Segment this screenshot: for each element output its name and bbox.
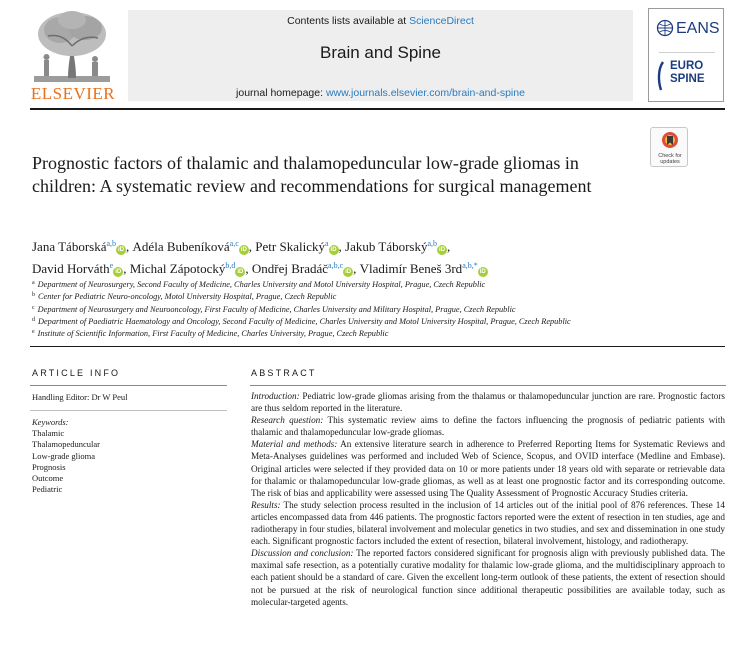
journal-homepage-link[interactable]: www.journals.elsevier.com/brain-and-spine <box>325 87 525 99</box>
abstract-section-text: This systematic review aims to define the factors influencing the prognosis of pediatric patients with thalamic and thalamopeduncular low-grade gliomas. <box>251 415 725 438</box>
author-name: Adéla Bubeníková <box>132 239 230 254</box>
abstract-section <box>251 499 725 547</box>
journal-title[interactable]: Brain and Spine <box>320 43 441 62</box>
orcid-icon[interactable]: iD <box>439 247 446 253</box>
keyword-item[interactable]: Low-grade glioma <box>32 450 96 461</box>
abstract-section-label: Material and methods: <box>251 439 338 450</box>
affiliation-text: Department of Neurosurgery and Neurooncology, First Faculty of Medicine, Charles University and Military Hospital, Prague, Czech Republic <box>37 304 516 314</box>
society-divider <box>659 52 715 53</box>
author-affiliation-marks: a <box>324 239 329 248</box>
eurospine-spine-icon <box>654 61 668 91</box>
abstract-section <box>251 414 725 438</box>
author-affiliation-marks: a,b,c <box>328 261 344 270</box>
abstract-section-label: Discussion and conclusion: <box>251 548 354 559</box>
article-title: Prognostic factors of thalamic and thalamopeduncular low-grade gliomas in children: A systematic review and recommendations for surgical management <box>32 153 592 196</box>
abstract-section-label: Research question: <box>251 415 324 426</box>
affiliation-key: a <box>32 280 35 286</box>
author-item[interactable]: Michal Zápotocký$^{b,d}$iD , <box>129 261 252 276</box>
abstract-body <box>251 390 725 608</box>
affiliation-key: c <box>32 304 35 311</box>
eurospine-logo-text <box>670 60 705 86</box>
author-item[interactable]: Jakub Táborský$^{a,b}$iD , <box>345 239 451 254</box>
article-info-heading: ARTICLE INFO <box>32 368 121 378</box>
author-name: Jakub Táborský <box>345 239 428 254</box>
author-item[interactable]: Petr Skalický$^a$iD , <box>255 239 346 254</box>
article-info-rule <box>30 385 227 386</box>
affiliation-item <box>32 315 722 327</box>
abstract-section-label: Introduction: <box>251 391 300 401</box>
author-name: Michal Zápotocký <box>129 261 226 276</box>
eurospine-line-2: SPINE <box>670 73 705 85</box>
affiliation-item <box>32 327 722 339</box>
keyword-item[interactable]: Outcome <box>32 473 64 484</box>
keywords-rule <box>30 410 227 411</box>
eurospine-line-1: EURO <box>670 60 704 72</box>
abstract-section-text: An extensive literature search in adherence to Preferred Reporting Items for Systematic Reviews and Meta-Analyses guidelines was performed and included Web of Science, Scopus, and OVID interface (Medline and Embase). Original articles were selected if they provided data on 10 or more patients under 18 years old with separate or retrievable data for thalamic or thalamopeduncular low-grade gliomas, as well as at least one prognostic factor and its corresponding outcome. The risk of bias and applicability were assessed using The Quality Assessment of Prognostic Accuracy Studies criteria. <box>251 439 725 498</box>
affiliation-key: d <box>32 316 35 323</box>
orcid-icon[interactable]: iD <box>479 269 486 275</box>
keyword-item[interactable]: Prognosis <box>32 461 66 472</box>
author-name: Jana Táborská <box>32 239 107 254</box>
affiliation-text: Department of Neurosurgery, Second Faculty of Medicine, Charles University and Motol University Hospital, Prague, Czech Republic <box>37 280 486 289</box>
updates-line-1: Check for <box>658 153 682 159</box>
affiliation-text: Center for Pediatric Neuro-oncology, Motol University Hospital, Prague, Czech Republic <box>38 292 337 302</box>
author-affiliation-marks: e <box>109 261 114 270</box>
abstract-heading: ABSTRACT <box>251 368 317 378</box>
society-logos <box>648 8 724 102</box>
affiliation-item <box>32 278 722 290</box>
keyword-item[interactable]: Thalamic <box>32 428 65 439</box>
updates-line-2: updates <box>660 159 680 165</box>
orcid-icon[interactable]: iD <box>330 247 337 253</box>
header-rule <box>30 108 725 110</box>
orcid-icon[interactable]: iD <box>237 269 244 275</box>
author-item[interactable]: Adéla Bubeníková$^{a,c}$iD , <box>132 239 256 254</box>
author-item[interactable]: Jana Táborská$^{a,b}$iD , <box>32 239 133 254</box>
orcid-icon[interactable]: iD <box>345 269 352 275</box>
homepage-prefix: journal homepage: <box>236 87 326 99</box>
affiliation-item <box>32 290 722 302</box>
author-affiliation-marks: a,b <box>427 239 438 248</box>
author-item[interactable]: David Horváth$^e$iD , <box>32 261 130 276</box>
author-affiliation-marks: b,d <box>225 261 236 270</box>
abstract-section <box>251 547 725 607</box>
bookmark-ribbon-icon <box>661 131 679 151</box>
abstract-section-label: Results: <box>251 499 281 510</box>
author-name: Vladimír Beneš 3rd <box>359 261 463 276</box>
author-affiliation-marks: a,b,* <box>462 261 478 270</box>
affiliation-key: e <box>32 329 35 336</box>
author-affiliation-marks: a,c <box>229 239 239 248</box>
affiliation-item <box>32 303 722 315</box>
abstract-section-text: The reported factors considered significant for prognosis align with previously published data. The maximal safe resection, as a potentially curative modality for thalamic low-grade glioma, and the multidisciplinary approach to each patient should be a standard of care. Given the excellent long-term outlook of these patients, the extent of resection should not be pursued at the risk of neurological function since additional therapeutic possibilities are available today, such as molecular-targeted agents. <box>251 548 725 607</box>
abstract-section-text: The study selection process resulted in the inclusion of 14 articles out of the initial pool of 876 references. These 14 articles encompassed data from 446 patients. The prognostic factors reported were the extent of resection in ten studies, age and radiotherapy in four studies, bilateral involvement and molecular genetics in two studies, and sex and dissemination in one study each. Significant prognostic factors included the extent of resection, bilateral involvement, histology, and radiotherapy. <box>251 499 725 547</box>
affiliation-text: Department of Paediatric Haematology and Oncology, Second Faculty of Medicine, Charles University and Motol University Hospital, Prague, Czech Republic <box>38 316 571 326</box>
publisher-name[interactable]: ELSEVIER <box>30 84 116 103</box>
author-affiliation-marks: a,b <box>106 239 117 248</box>
author-item[interactable]: Ondřej Bradáč$^{a,b,c}$iD , <box>251 261 360 276</box>
keywords-label: Keywords: <box>32 417 69 427</box>
keywords-block <box>32 417 100 495</box>
orcid-icon[interactable]: iD <box>240 247 247 253</box>
affiliation-list <box>32 278 722 339</box>
eans-globe-icon <box>656 19 674 37</box>
keyword-item[interactable]: Pediatric <box>32 484 63 495</box>
abstract-rule <box>250 385 726 386</box>
author-item[interactable] <box>360 261 488 276</box>
abstract-section-text: Pediatric low-grade gliomas arising from the thalamus or thalamopeduncular junction are rare. Prognostic factors are thus seldom reported in the literature. <box>251 391 725 414</box>
author-name: Ondřej Bradáč <box>251 261 329 276</box>
abstract-section <box>251 438 725 498</box>
abstract-section <box>251 390 725 414</box>
author-list <box>32 234 722 278</box>
affiliation-text: Institute of Scientific Information, First Faculty of Medicine, Charles University, Prague, Czech Republic <box>37 329 389 339</box>
affiliations-rule <box>30 346 725 347</box>
handling-editor: Handling Editor: Dr W Peul <box>32 392 128 402</box>
journal-header <box>128 10 633 101</box>
sciencedirect-link[interactable]: ScienceDirect <box>409 15 474 27</box>
author-name: David Horváth <box>32 261 110 276</box>
orcid-icon[interactable]: iD <box>115 269 122 275</box>
contents-line <box>128 15 633 27</box>
affiliation-key: b <box>32 292 35 299</box>
eans-logo-text: EANS <box>676 20 720 37</box>
check-for-updates-label <box>651 153 689 165</box>
contents-prefix: Contents lists available at <box>287 15 410 27</box>
homepage-line <box>128 87 633 99</box>
check-for-updates-button[interactable] <box>650 127 688 167</box>
keyword-item[interactable]: Thalamopeduncular <box>32 439 100 450</box>
orcid-icon[interactable]: iD <box>118 247 125 253</box>
author-name: Petr Skalický <box>255 239 325 254</box>
